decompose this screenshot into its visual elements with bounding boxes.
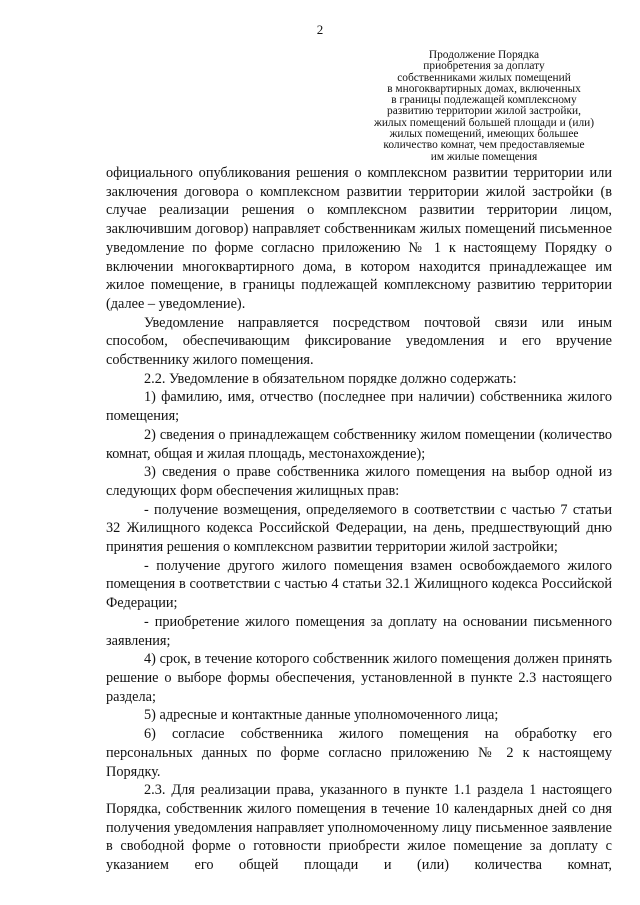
header-line: собственниками жилых помещений — [397, 71, 571, 84]
header-line: развитию территории жилой застройки, — [387, 105, 581, 118]
sub-list-item: - приобретение жилого помещения за доплату на основании письменного заявления; — [106, 613, 612, 649]
list-item: 3) сведения о праве собственника жилого помещения на выбор одной из следующих форм обеспечения жилищных прав: — [106, 464, 612, 499]
sub-list-item: - получение возмещения, определяемого в соответствии с частью 7 статьи 32 Жилищного кодекса Российской Федерации, на день, предшествующий дню принятия решения о комплексном развитии территории жилой застройки; — [106, 501, 612, 556]
header-line: жилых помещений большей площади и (или) — [373, 116, 595, 129]
header-line: приобретения за доплату — [423, 60, 545, 73]
header-line: количество комнат, чем предоставляемые — [383, 139, 585, 152]
list-item: 6) согласие собственника жилого помещения на обработку его персональных данных по форме согласно приложению № 2 к настоящему Порядку. — [106, 726, 612, 780]
header-continuation-note — [352, 50, 616, 163]
list-item: 4) срок, в течение которого собственник жилого помещения должен принять решение о выборе формы обеспечения, установленной в пункте 2.3 настоящего раздела; — [106, 651, 612, 705]
header-line: в границы подлежащей комплексному — [391, 94, 577, 107]
sub-list-item: - получение другого жилого помещения взамен освобождаемого жилого помещения в соответствии с частью 4 статьи 32.1 Жилищного кодекса Российской Федерации; — [106, 557, 612, 612]
header-line: в многоквартирных домах, включенных — [387, 82, 581, 95]
header-line: им жилые помещения — [430, 150, 538, 163]
paragraph: официального опубликования решения о комплексном развитии территории или заключения договора о комплексном развитии территории жилой застройки (в случае реализации решения о комплексном развитии территории лицом, заключившим договор) направляет собственникам жилых помещений письменное уведомление по форме согласно приложению № 1 к настоящему Порядку о включении многоквартирного дома, в котором находится принадлежащее им жилое помещение, в границы подлежащей комплексному развитию территории (далее – уведомление). — [106, 165, 612, 312]
list-item: 2) сведения о принадлежащем собственнику жилом помещении (количество комнат, общая и жилая площадь, местонахождение); — [106, 426, 612, 462]
document-body — [106, 164, 612, 875]
list-item: 1) фамилию, имя, отчество (последнее при наличии) собственника жилого помещения; — [106, 389, 612, 425]
paragraph: Уведомление направляется посредством почтовой связи или иным способом, обеспечивающим фиксирование уведомления и его вручение собственнику жилого помещения. — [106, 314, 612, 369]
list-item: 5) адресные и контактные данные уполномоченного лица; — [144, 707, 499, 724]
header-line: жилых помещений, имеющих большее — [389, 128, 579, 141]
header-line: Продолжение Порядка — [428, 49, 540, 61]
page-number: 2 — [316, 22, 324, 37]
paragraph: 2.2. Уведомление в обязательном порядке должно содержать: — [144, 370, 517, 387]
paragraph: 2.3. Для реализации права, указанного в пункте 1.1 раздела 1 настоящего Порядка, собственник жилого помещения в течение 10 календарных дней со дня получения уведомления направляет уполномоченному лицу письменное заявление в свободной форме о готовности приобрести жилое помещение за доплату с указанием его общей площади и (или) количества комнат, — [106, 782, 612, 874]
